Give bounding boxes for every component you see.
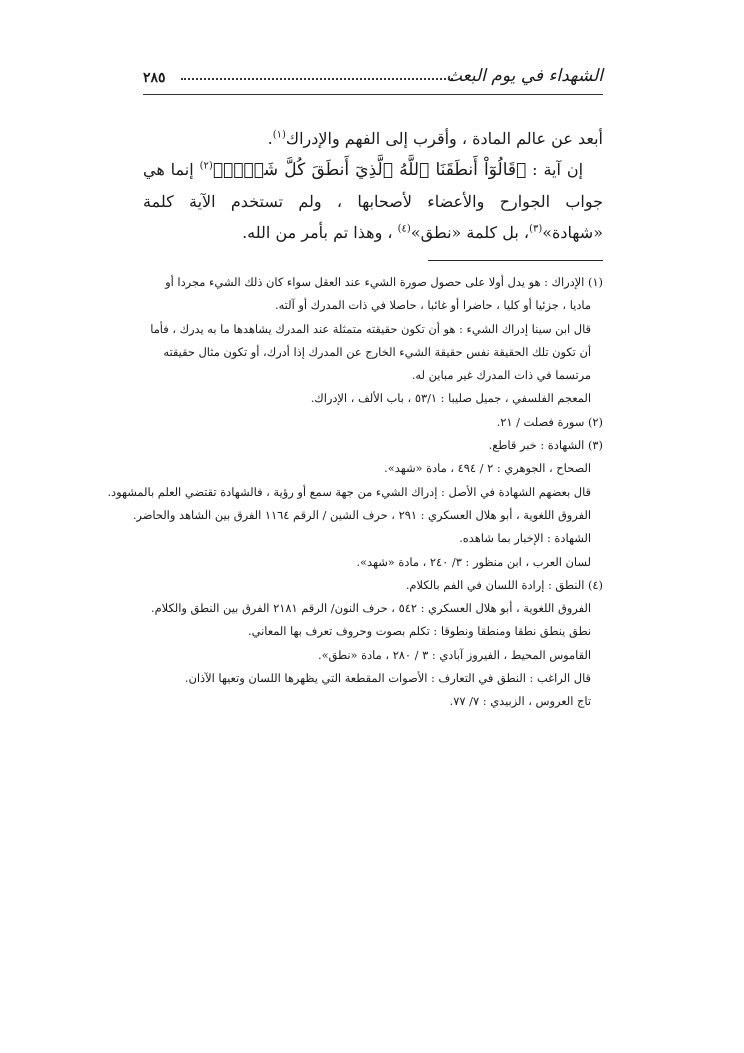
running-header-title: الشهداء في يوم البعث xyxy=(445,66,603,86)
paragraph-2 xyxy=(143,154,603,248)
footnote-line: قال بعضهم الشهادة في الأصل : إدراك الشيء من جهة سمع أو رؤية ، فالشهادة تقتضي العلم بالمشهود. xyxy=(107,484,591,499)
footnotes xyxy=(107,271,603,714)
footnote-line: أن تكون تلك الحقيقة نفس حقيقة الشيء الخارج عن المدرك إذا أدرك، أو تكون مثال حقيقته xyxy=(163,344,591,359)
paragraph-2-end: ، وهذا تم بأمر من الله. xyxy=(242,223,393,242)
footnote-line: مرتسما في ذات المدرك غير مباين له. xyxy=(411,368,591,383)
footnote-line: المعجم الفلسفي ، جميل صليبا : ٥٣/١ ، باب الألف ، الإدراك. xyxy=(310,391,591,406)
footnote-separator xyxy=(428,260,603,261)
footnote-line: الفروق اللغوية ، أبو هلال العسكري : ٢٩١ ، حرف الشين / الرقم ١١٦٤ الفرق بين الشاهد والحاضر. xyxy=(132,507,591,522)
quran-verse: ﴿قَالُوٓاْ أَنطَقَنَا ٱللَّهُ ٱلَّذِيٓ أَنطَقَ كُلَّ شَيۡءٖ﴾ xyxy=(212,160,527,180)
book-page xyxy=(107,60,603,714)
main-text xyxy=(143,123,603,248)
paragraph-2-intro: إن آية : xyxy=(532,160,584,179)
footnote-line: الفروق اللغوية ، أبو هلال العسكري : ٥٤٢ ، حرف النون/ الرقم ٢١٨١ الفرق بين النطق والكلام. xyxy=(151,601,591,616)
footnote-line: (١) الإدراك : هو يدل أولا على حصول صورة الشيء عند العقل سواء كان ذلك الشيء مجردا أو xyxy=(165,275,603,289)
paragraph-2-middle: إنما هي جواب الجوارح والأعضاء لأصحابها ، ولم تستخدم الآية كلمة «شهادة» xyxy=(143,160,603,242)
running-header xyxy=(143,60,603,95)
footnote-line: (٤) النطق : إرادة اللسان في الفم بالكلام. xyxy=(405,577,603,592)
footnote-line: قال ابن سينا إدراك الشيء : هو أن تكون حقيقته متمثلة عند المدرك يشاهدها ما به يدرك ، فأما xyxy=(150,321,591,336)
footnote-ref-3: (٣) xyxy=(529,223,543,235)
header-dot-leader xyxy=(181,78,453,80)
footnote-line: لسان العرب ، ابن منظور : ٣/ ٢٤٠ ، مادة «شهد». xyxy=(356,554,591,569)
footnote-line: الشهادة : الإخبار بما شاهده. xyxy=(459,531,591,546)
paragraph-1-text: أبعد عن عالم المادة ، وأقرب إلى الفهم والإدراك xyxy=(285,129,603,148)
footnote-line: (٢) سورة فصلت / ٢١. xyxy=(496,414,603,429)
paragraph-2-middle-2: ، بل كلمة «نطق» xyxy=(410,223,530,242)
page-number: ٢٨٥ xyxy=(143,70,166,86)
footnote-line: تاج العروس ، الزبيدي : ٧/ ٧٧. xyxy=(449,694,591,709)
paragraph-1-end: . xyxy=(267,129,273,148)
footnote-line: الصحاح ، الجوهري : ٢ / ٤٩٤ ، مادة «شهد». xyxy=(384,461,591,476)
footnote-ref-4: (٤) xyxy=(397,223,411,235)
paragraph-1 xyxy=(143,123,603,154)
footnote-line: ماديا ، جزئيا أو كليا ، حاضرا أو غائبا ، حاصلا في ذات المدرك أو آلته. xyxy=(274,298,591,313)
footnote-line: القاموس المحيط ، الفيروز آبادي : ٣ / ٢٨٠ ، مادة «نطق». xyxy=(317,647,591,662)
footnote-ref-2: (٢) xyxy=(199,160,213,172)
footnote-line: قال الراغب : النطق في التعارف : الأصوات المقطعة التي يظهرها اللسان وتعيها الآذان. xyxy=(184,671,591,686)
footnote-ref-1: (١) xyxy=(272,129,286,141)
footnote-line: (٣) الشهادة : خبر قاطع. xyxy=(488,438,603,453)
footnote-line: نطق ينطق نطقا ومنطقا ونطوقا : تكلم بصوت وحروف تعرف بها المعاني. xyxy=(247,624,591,639)
